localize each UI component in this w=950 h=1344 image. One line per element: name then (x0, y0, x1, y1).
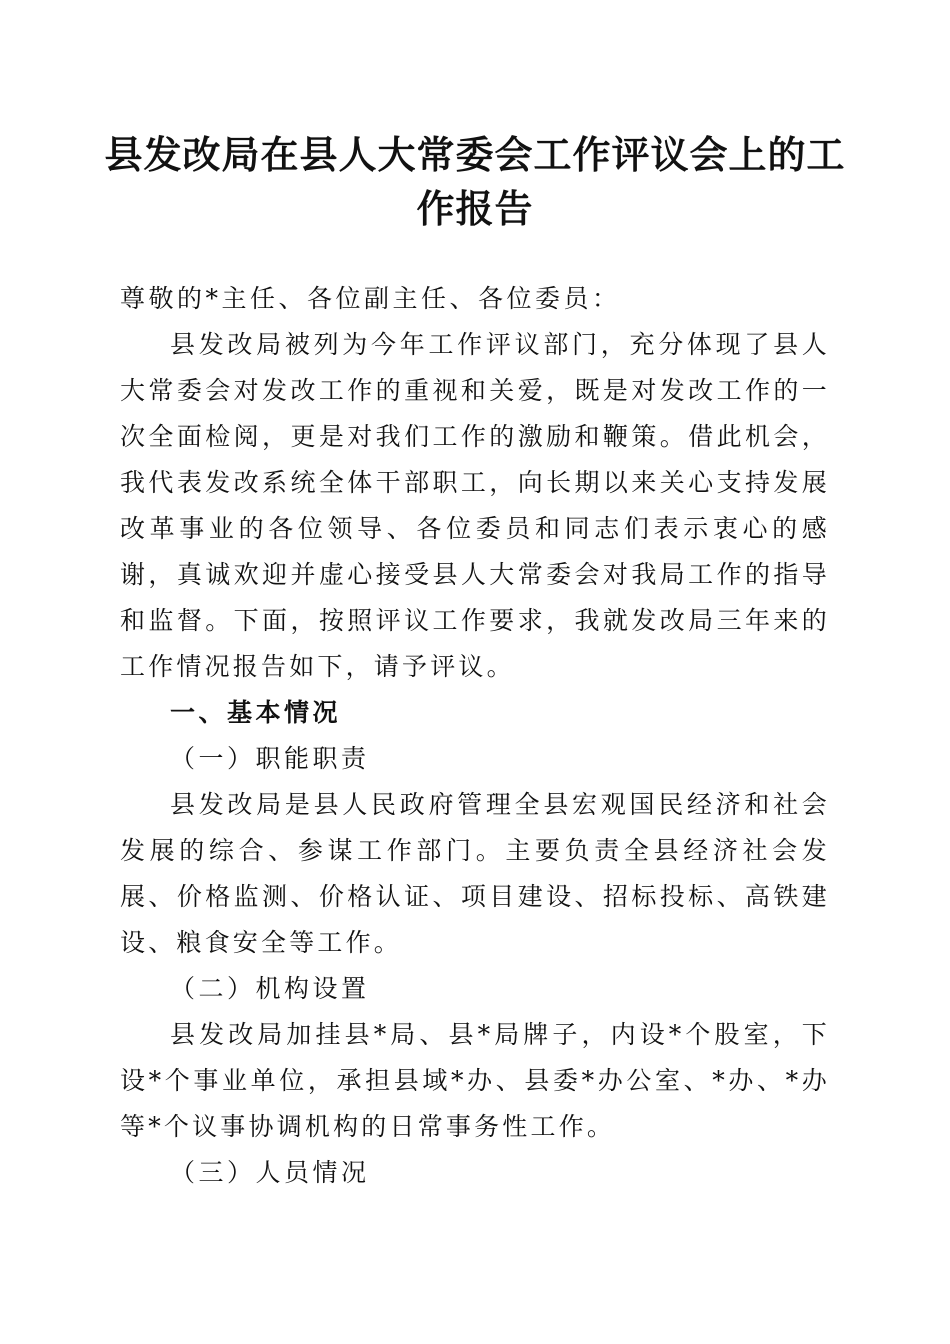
duties-paragraph: 县发改局是县人民政府管理全县宏观国民经济和社会发展的综合、参谋工作部门。主要负责全县经济社会发展、价格监测、价格认证、项目建设、招标投标、高铁建设、粮食安全等工作。 (120, 790, 830, 957)
subsection-heading-duties: （一）职能职责 (170, 744, 370, 773)
section-heading-basic: 一、基本情况 (170, 698, 342, 727)
organization-paragraph: 县发改局加挂县*局、县*局牌子，内设*个股室，下设*个事业单位，承担县域*办、县委*办公室、*办、*办等*个议事协调机构的日常事务性工作。 (120, 1020, 830, 1141)
subsection-heading-personnel: （三）人员情况 (170, 1158, 370, 1187)
intro-paragraph: 县发改局被列为今年工作评议部门，充分体现了县人大常委会对发改工作的重视和关爱，既是对发改工作的一次全面检阅，更是对我们工作的激励和鞭策。借此机会，我代表发改系统全体干部职工，向长期以来关心支持发展改革事业的各位领导、各位委员和同志们表示衷心的感谢，真诚欢迎并虚心接受县人大常委会对我局工作的指导和监督。下面，按照评议工作要求，我就发改局三年来的工作情况报告如下，请予评议。 (120, 330, 830, 681)
document-body (120, 276, 830, 1196)
salutation: 尊敬的*主任、各位副主任、各位委员： (120, 284, 621, 313)
subsection-heading-organization: （二）机构设置 (170, 974, 370, 1003)
document-title: 县发改局在县人大常委会工作评议会上的工作报告 (104, 132, 846, 231)
